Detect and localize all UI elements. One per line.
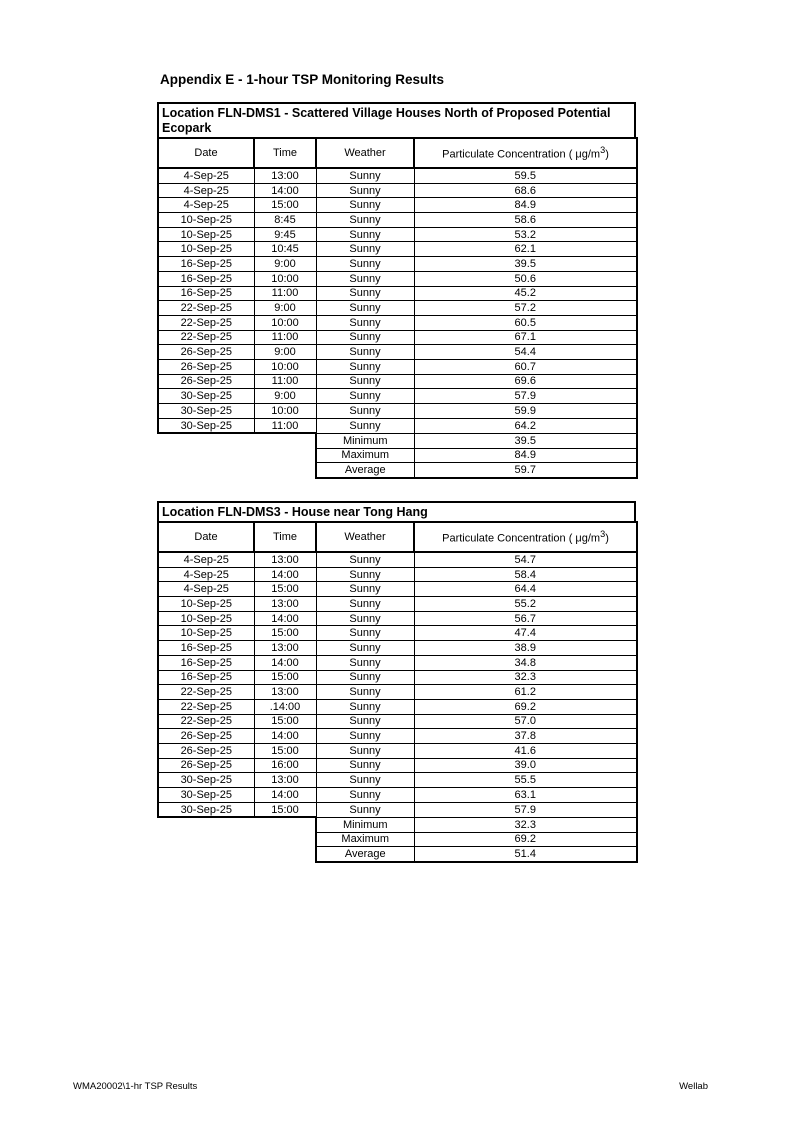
weather-cell: Sunny bbox=[316, 271, 414, 286]
date-cell: 26-Sep-25 bbox=[158, 729, 254, 744]
date-cell: 30-Sep-25 bbox=[158, 418, 254, 433]
time-cell: 15:00 bbox=[254, 714, 316, 729]
summary-value: 32.3 bbox=[414, 817, 637, 832]
table-row bbox=[158, 758, 637, 773]
table-row bbox=[158, 641, 637, 656]
concentration-cell: 59.5 bbox=[414, 168, 637, 183]
weather-cell: Sunny bbox=[316, 286, 414, 301]
concentration-cell: 61.2 bbox=[414, 685, 637, 700]
date-cell: 16-Sep-25 bbox=[158, 670, 254, 685]
table-row bbox=[158, 359, 637, 374]
date-cell: 16-Sep-25 bbox=[158, 655, 254, 670]
concentration-cell: 54.4 bbox=[414, 345, 637, 360]
concentration-cell: 34.8 bbox=[414, 655, 637, 670]
time-cell: 11:00 bbox=[254, 418, 316, 433]
weather-cell: Sunny bbox=[316, 641, 414, 656]
time-cell: 11:00 bbox=[254, 330, 316, 345]
date-cell: 26-Sep-25 bbox=[158, 359, 254, 374]
weather-header: Weather bbox=[316, 522, 414, 552]
date-cell: 10-Sep-25 bbox=[158, 213, 254, 228]
date-cell: 4-Sep-25 bbox=[158, 198, 254, 213]
table-row bbox=[158, 315, 637, 330]
table-row bbox=[158, 227, 637, 242]
table-row bbox=[158, 743, 637, 758]
time-cell: 13:00 bbox=[254, 552, 316, 567]
table-row bbox=[158, 168, 637, 183]
weather-cell: Sunny bbox=[316, 183, 414, 198]
concentration-cell: 41.6 bbox=[414, 743, 637, 758]
time-cell: 15:00 bbox=[254, 743, 316, 758]
time-cell: 10:00 bbox=[254, 404, 316, 419]
results-table bbox=[157, 521, 638, 863]
time-cell: 13:00 bbox=[254, 597, 316, 612]
header-row bbox=[158, 522, 637, 552]
time-header: Time bbox=[254, 138, 316, 168]
weather-cell: Sunny bbox=[316, 315, 414, 330]
concentration-header-text: Particulate Concentration ( μg/m bbox=[442, 148, 601, 161]
time-cell: 15:00 bbox=[254, 198, 316, 213]
concentration-cell: 38.9 bbox=[414, 641, 637, 656]
concentration-cell: 67.1 bbox=[414, 330, 637, 345]
concentration-cell: 58.4 bbox=[414, 567, 637, 582]
concentration-cell: 60.5 bbox=[414, 315, 637, 330]
date-cell: 10-Sep-25 bbox=[158, 597, 254, 612]
location-title: Location FLN-DMS1 - Scattered Village Houses North of Proposed Potential Ecopark bbox=[157, 102, 636, 137]
table-row bbox=[158, 685, 637, 700]
concentration-cell: 68.6 bbox=[414, 183, 637, 198]
weather-cell: Sunny bbox=[316, 168, 414, 183]
header-row bbox=[158, 138, 637, 168]
date-cell: 10-Sep-25 bbox=[158, 626, 254, 641]
summary-value: 84.9 bbox=[414, 448, 637, 463]
table-body bbox=[158, 168, 637, 433]
summary-row-maximum bbox=[158, 448, 637, 463]
table-body bbox=[158, 552, 637, 817]
time-cell: 9:00 bbox=[254, 345, 316, 360]
date-cell: 22-Sep-25 bbox=[158, 699, 254, 714]
weather-header: Weather bbox=[316, 138, 414, 168]
concentration-cell: 53.2 bbox=[414, 227, 637, 242]
weather-cell: Sunny bbox=[316, 729, 414, 744]
date-cell: 22-Sep-25 bbox=[158, 315, 254, 330]
table-row bbox=[158, 213, 637, 228]
weather-cell: Sunny bbox=[316, 758, 414, 773]
weather-cell: Sunny bbox=[316, 788, 414, 803]
concentration-header bbox=[414, 138, 637, 168]
date-cell: 30-Sep-25 bbox=[158, 788, 254, 803]
weather-cell: Sunny bbox=[316, 699, 414, 714]
weather-cell: Sunny bbox=[316, 567, 414, 582]
table-row bbox=[158, 729, 637, 744]
date-cell: 22-Sep-25 bbox=[158, 301, 254, 316]
unit-superscript: 3 bbox=[600, 145, 606, 156]
date-cell: 30-Sep-25 bbox=[158, 773, 254, 788]
summary-row-maximum bbox=[158, 832, 637, 847]
time-cell: 15:00 bbox=[254, 670, 316, 685]
weather-cell: Sunny bbox=[316, 773, 414, 788]
summary-value: 51.4 bbox=[414, 847, 637, 862]
blank-cell bbox=[158, 832, 316, 847]
date-cell: 4-Sep-25 bbox=[158, 582, 254, 597]
weather-cell: Sunny bbox=[316, 213, 414, 228]
table-row bbox=[158, 418, 637, 433]
date-cell: 16-Sep-25 bbox=[158, 271, 254, 286]
weather-cell: Sunny bbox=[316, 597, 414, 612]
footer-company: Wellab bbox=[679, 1081, 708, 1092]
footer-file-reference: WMA20002\1-hr TSP Results bbox=[73, 1081, 198, 1092]
table-row bbox=[158, 582, 637, 597]
table-row bbox=[158, 626, 637, 641]
summary-value: 69.2 bbox=[414, 832, 637, 847]
weather-cell: Sunny bbox=[316, 227, 414, 242]
page-title: Appendix E - 1-hour TSP Monitoring Results bbox=[160, 72, 445, 87]
table-row bbox=[158, 773, 637, 788]
date-cell: 4-Sep-25 bbox=[158, 168, 254, 183]
concentration-cell: 55.5 bbox=[414, 773, 637, 788]
concentration-cell: 37.8 bbox=[414, 729, 637, 744]
time-cell: 9:00 bbox=[254, 257, 316, 272]
table-row bbox=[158, 389, 637, 404]
summary-row-average bbox=[158, 463, 637, 478]
table-row bbox=[158, 611, 637, 626]
table-row bbox=[158, 552, 637, 567]
concentration-cell: 39.5 bbox=[414, 257, 637, 272]
table-row bbox=[158, 301, 637, 316]
weather-cell: Sunny bbox=[316, 670, 414, 685]
date-cell: 30-Sep-25 bbox=[158, 389, 254, 404]
weather-cell: Sunny bbox=[316, 714, 414, 729]
weather-cell: Sunny bbox=[316, 301, 414, 316]
time-cell: 14:00 bbox=[254, 567, 316, 582]
concentration-cell: 59.9 bbox=[414, 404, 637, 419]
table-row bbox=[158, 670, 637, 685]
table-row bbox=[158, 597, 637, 612]
date-cell: 16-Sep-25 bbox=[158, 286, 254, 301]
summary-label: Average bbox=[316, 463, 414, 478]
unit-superscript: 3 bbox=[600, 529, 606, 540]
date-header: Date bbox=[158, 522, 254, 552]
date-cell: 4-Sep-25 bbox=[158, 183, 254, 198]
time-cell: 14:00 bbox=[254, 729, 316, 744]
concentration-header-close: ) bbox=[605, 532, 609, 545]
table-row bbox=[158, 286, 637, 301]
results-table bbox=[157, 137, 638, 479]
concentration-cell: 54.7 bbox=[414, 552, 637, 567]
weather-cell: Sunny bbox=[316, 802, 414, 817]
concentration-cell: 32.3 bbox=[414, 670, 637, 685]
monitoring-table-dms1 bbox=[157, 102, 636, 479]
concentration-header-close: ) bbox=[605, 148, 609, 161]
date-cell: 30-Sep-25 bbox=[158, 802, 254, 817]
date-cell: 26-Sep-25 bbox=[158, 374, 254, 389]
concentration-cell: 55.2 bbox=[414, 597, 637, 612]
weather-cell: Sunny bbox=[316, 582, 414, 597]
time-cell: 10:00 bbox=[254, 315, 316, 330]
date-cell: 26-Sep-25 bbox=[158, 758, 254, 773]
concentration-header bbox=[414, 522, 637, 552]
blank-cell bbox=[158, 448, 316, 463]
date-header: Date bbox=[158, 138, 254, 168]
blank-cell bbox=[158, 817, 316, 832]
time-cell: 9:45 bbox=[254, 227, 316, 242]
table-row bbox=[158, 330, 637, 345]
date-cell: 26-Sep-25 bbox=[158, 743, 254, 758]
summary-value: 59.7 bbox=[414, 463, 637, 478]
table-row bbox=[158, 404, 637, 419]
concentration-cell: 57.9 bbox=[414, 389, 637, 404]
monitoring-table-dms3 bbox=[157, 501, 636, 863]
time-header: Time bbox=[254, 522, 316, 552]
weather-cell: Sunny bbox=[316, 743, 414, 758]
time-cell: 9:00 bbox=[254, 301, 316, 316]
time-cell: 10:45 bbox=[254, 242, 316, 257]
time-cell: 15:00 bbox=[254, 802, 316, 817]
weather-cell: Sunny bbox=[316, 611, 414, 626]
date-cell: 16-Sep-25 bbox=[158, 257, 254, 272]
weather-cell: Sunny bbox=[316, 374, 414, 389]
concentration-cell: 84.9 bbox=[414, 198, 637, 213]
summary-label: Minimum bbox=[316, 433, 414, 448]
weather-cell: Sunny bbox=[316, 389, 414, 404]
concentration-cell: 57.0 bbox=[414, 714, 637, 729]
table-row bbox=[158, 714, 637, 729]
concentration-cell: 60.7 bbox=[414, 359, 637, 374]
summary-label: Maximum bbox=[316, 832, 414, 847]
weather-cell: Sunny bbox=[316, 685, 414, 700]
table-row bbox=[158, 257, 637, 272]
table-row bbox=[158, 183, 637, 198]
time-cell: 13:00 bbox=[254, 641, 316, 656]
concentration-cell: 57.9 bbox=[414, 802, 637, 817]
time-cell: 10:00 bbox=[254, 271, 316, 286]
date-cell: 10-Sep-25 bbox=[158, 227, 254, 242]
concentration-cell: 62.1 bbox=[414, 242, 637, 257]
time-cell: 10:00 bbox=[254, 359, 316, 374]
date-cell: 30-Sep-25 bbox=[158, 404, 254, 419]
table-row bbox=[158, 788, 637, 803]
summary-row-minimum bbox=[158, 817, 637, 832]
concentration-cell: 63.1 bbox=[414, 788, 637, 803]
weather-cell: Sunny bbox=[316, 330, 414, 345]
weather-cell: Sunny bbox=[316, 552, 414, 567]
date-cell: 10-Sep-25 bbox=[158, 611, 254, 626]
concentration-cell: 50.6 bbox=[414, 271, 637, 286]
weather-cell: Sunny bbox=[316, 359, 414, 374]
table-row bbox=[158, 655, 637, 670]
time-cell: 14:00 bbox=[254, 788, 316, 803]
time-cell: 8:45 bbox=[254, 213, 316, 228]
concentration-cell: 69.6 bbox=[414, 374, 637, 389]
concentration-cell: 47.4 bbox=[414, 626, 637, 641]
weather-cell: Sunny bbox=[316, 345, 414, 360]
concentration-cell: 58.6 bbox=[414, 213, 637, 228]
concentration-cell: 69.2 bbox=[414, 699, 637, 714]
concentration-cell: 39.0 bbox=[414, 758, 637, 773]
blank-cell bbox=[158, 847, 316, 862]
weather-cell: Sunny bbox=[316, 257, 414, 272]
time-cell: 14:00 bbox=[254, 183, 316, 198]
time-cell: 13:00 bbox=[254, 168, 316, 183]
table-row bbox=[158, 699, 637, 714]
summary-value: 39.5 bbox=[414, 433, 637, 448]
time-cell: .14:00 bbox=[254, 699, 316, 714]
time-cell: 15:00 bbox=[254, 582, 316, 597]
table-row bbox=[158, 567, 637, 582]
concentration-header-text: Particulate Concentration ( μg/m bbox=[442, 532, 601, 545]
weather-cell: Sunny bbox=[316, 404, 414, 419]
table-row bbox=[158, 345, 637, 360]
table-row bbox=[158, 802, 637, 817]
location-title: Location FLN-DMS3 - House near Tong Hang bbox=[157, 501, 636, 521]
date-cell: 4-Sep-25 bbox=[158, 552, 254, 567]
table-row bbox=[158, 242, 637, 257]
concentration-cell: 57.2 bbox=[414, 301, 637, 316]
time-cell: 11:00 bbox=[254, 286, 316, 301]
summary-row-average bbox=[158, 847, 637, 862]
concentration-cell: 45.2 bbox=[414, 286, 637, 301]
weather-cell: Sunny bbox=[316, 242, 414, 257]
time-cell: 14:00 bbox=[254, 611, 316, 626]
date-cell: 4-Sep-25 bbox=[158, 567, 254, 582]
table-row bbox=[158, 271, 637, 286]
concentration-cell: 64.4 bbox=[414, 582, 637, 597]
concentration-cell: 56.7 bbox=[414, 611, 637, 626]
time-cell: 15:00 bbox=[254, 626, 316, 641]
time-cell: 13:00 bbox=[254, 773, 316, 788]
table-row bbox=[158, 198, 637, 213]
weather-cell: Sunny bbox=[316, 418, 414, 433]
date-cell: 16-Sep-25 bbox=[158, 641, 254, 656]
time-cell: 16:00 bbox=[254, 758, 316, 773]
time-cell: 13:00 bbox=[254, 685, 316, 700]
date-cell: 10-Sep-25 bbox=[158, 242, 254, 257]
weather-cell: Sunny bbox=[316, 655, 414, 670]
weather-cell: Sunny bbox=[316, 198, 414, 213]
summary-label: Minimum bbox=[316, 817, 414, 832]
summary-label: Average bbox=[316, 847, 414, 862]
date-cell: 22-Sep-25 bbox=[158, 714, 254, 729]
date-cell: 22-Sep-25 bbox=[158, 330, 254, 345]
time-cell: 14:00 bbox=[254, 655, 316, 670]
date-cell: 26-Sep-25 bbox=[158, 345, 254, 360]
time-cell: 9:00 bbox=[254, 389, 316, 404]
concentration-cell: 64.2 bbox=[414, 418, 637, 433]
time-cell: 11:00 bbox=[254, 374, 316, 389]
date-cell: 22-Sep-25 bbox=[158, 685, 254, 700]
blank-cell bbox=[158, 433, 316, 448]
summary-label: Maximum bbox=[316, 448, 414, 463]
weather-cell: Sunny bbox=[316, 626, 414, 641]
table-row bbox=[158, 374, 637, 389]
blank-cell bbox=[158, 463, 316, 478]
summary-row-minimum bbox=[158, 433, 637, 448]
